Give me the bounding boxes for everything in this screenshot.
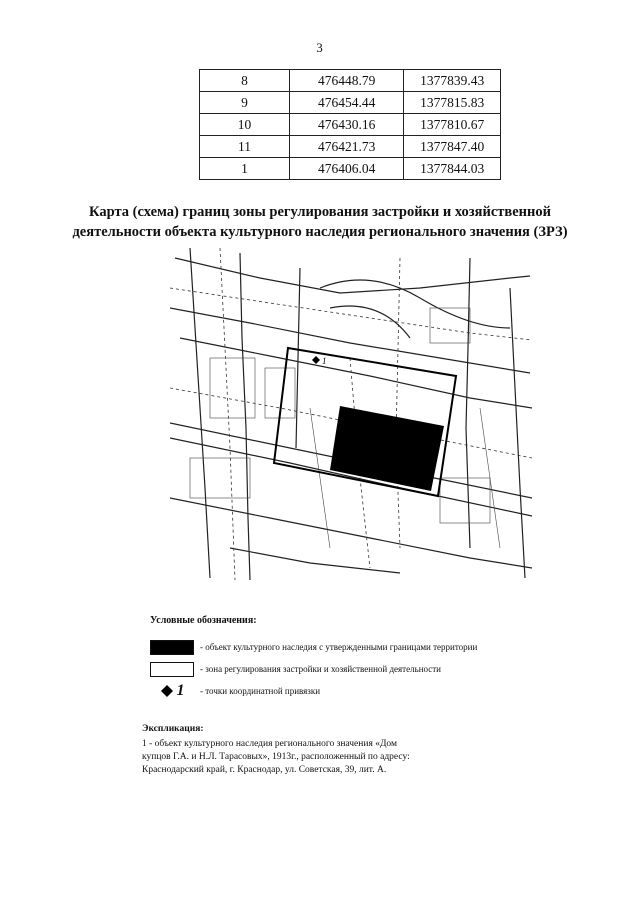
point-number-cell: 1 — [200, 158, 290, 180]
x-coordinate-cell: 476454.44 — [290, 92, 404, 114]
explication-line-3: Краснодарский край, г. Краснодар, ул. Советская, 39, лит. А. — [142, 765, 387, 775]
coordinates-table — [199, 69, 501, 180]
point-number-cell: 9 — [200, 92, 290, 114]
table-row — [200, 92, 501, 114]
legend-label: - зона регулирования застройки и хозяйственной деятельности — [200, 664, 441, 674]
table-row — [200, 158, 501, 180]
point-number-cell: 11 — [200, 136, 290, 158]
table-row — [200, 136, 501, 158]
y-coordinate-cell: 1377844.03 — [404, 158, 501, 180]
x-coordinate-cell: 476421.73 — [290, 136, 404, 158]
map-title-line-2: деятельности объекта культурного наследия регионального значения (ЗРЗ) — [72, 224, 568, 240]
table-row — [200, 114, 501, 136]
point-number-cell: 8 — [200, 70, 290, 92]
regulation-zone-swatch — [150, 662, 194, 677]
y-coordinate-cell: 1377815.83 — [404, 92, 501, 114]
legend-item — [150, 680, 580, 702]
zone-boundary-map — [170, 248, 532, 580]
legend-label: - объект культурного наследия с утвержденными границами территории — [200, 642, 478, 652]
map-title-line-1: Карта (схема) границ зоны регулирования застройки и хозяйственной — [89, 204, 551, 220]
table-row — [200, 70, 501, 92]
tie-point-symbol-number: 1 — [176, 682, 185, 699]
explication-line-1: 1 - объект культурного наследия регионального значения «Дом — [142, 739, 398, 749]
point-number-cell: 10 — [200, 114, 290, 136]
map-title — [20, 202, 620, 242]
explication — [142, 723, 502, 777]
y-coordinate-cell: 1377810.67 — [404, 114, 501, 136]
tie-point-symbol — [150, 682, 194, 700]
y-coordinate-cell: 1377847.40 — [404, 136, 501, 158]
tie-point-label: 1 — [322, 356, 327, 366]
legend-label: - точки координатной привязки — [200, 686, 321, 696]
page-number: 3 — [316, 40, 323, 55]
explication-line-2: купцов Г.А. и Н.Л. Тарасовых», 1913г., расположенный по адресу: — [142, 752, 410, 762]
legend-item — [150, 658, 580, 680]
tie-point-diamond — [312, 356, 320, 364]
y-coordinate-cell: 1377839.43 — [404, 70, 501, 92]
explication-heading: Экспликация: — [142, 724, 204, 734]
heritage-object-swatch — [150, 640, 194, 655]
legend-item — [150, 636, 580, 658]
diamond-icon — [160, 684, 174, 698]
x-coordinate-cell: 476448.79 — [290, 70, 404, 92]
x-coordinate-cell: 476430.16 — [290, 114, 404, 136]
legend — [150, 615, 580, 702]
x-coordinate-cell: 476406.04 — [290, 158, 404, 180]
legend-heading: Условные обозначения: — [150, 615, 257, 626]
